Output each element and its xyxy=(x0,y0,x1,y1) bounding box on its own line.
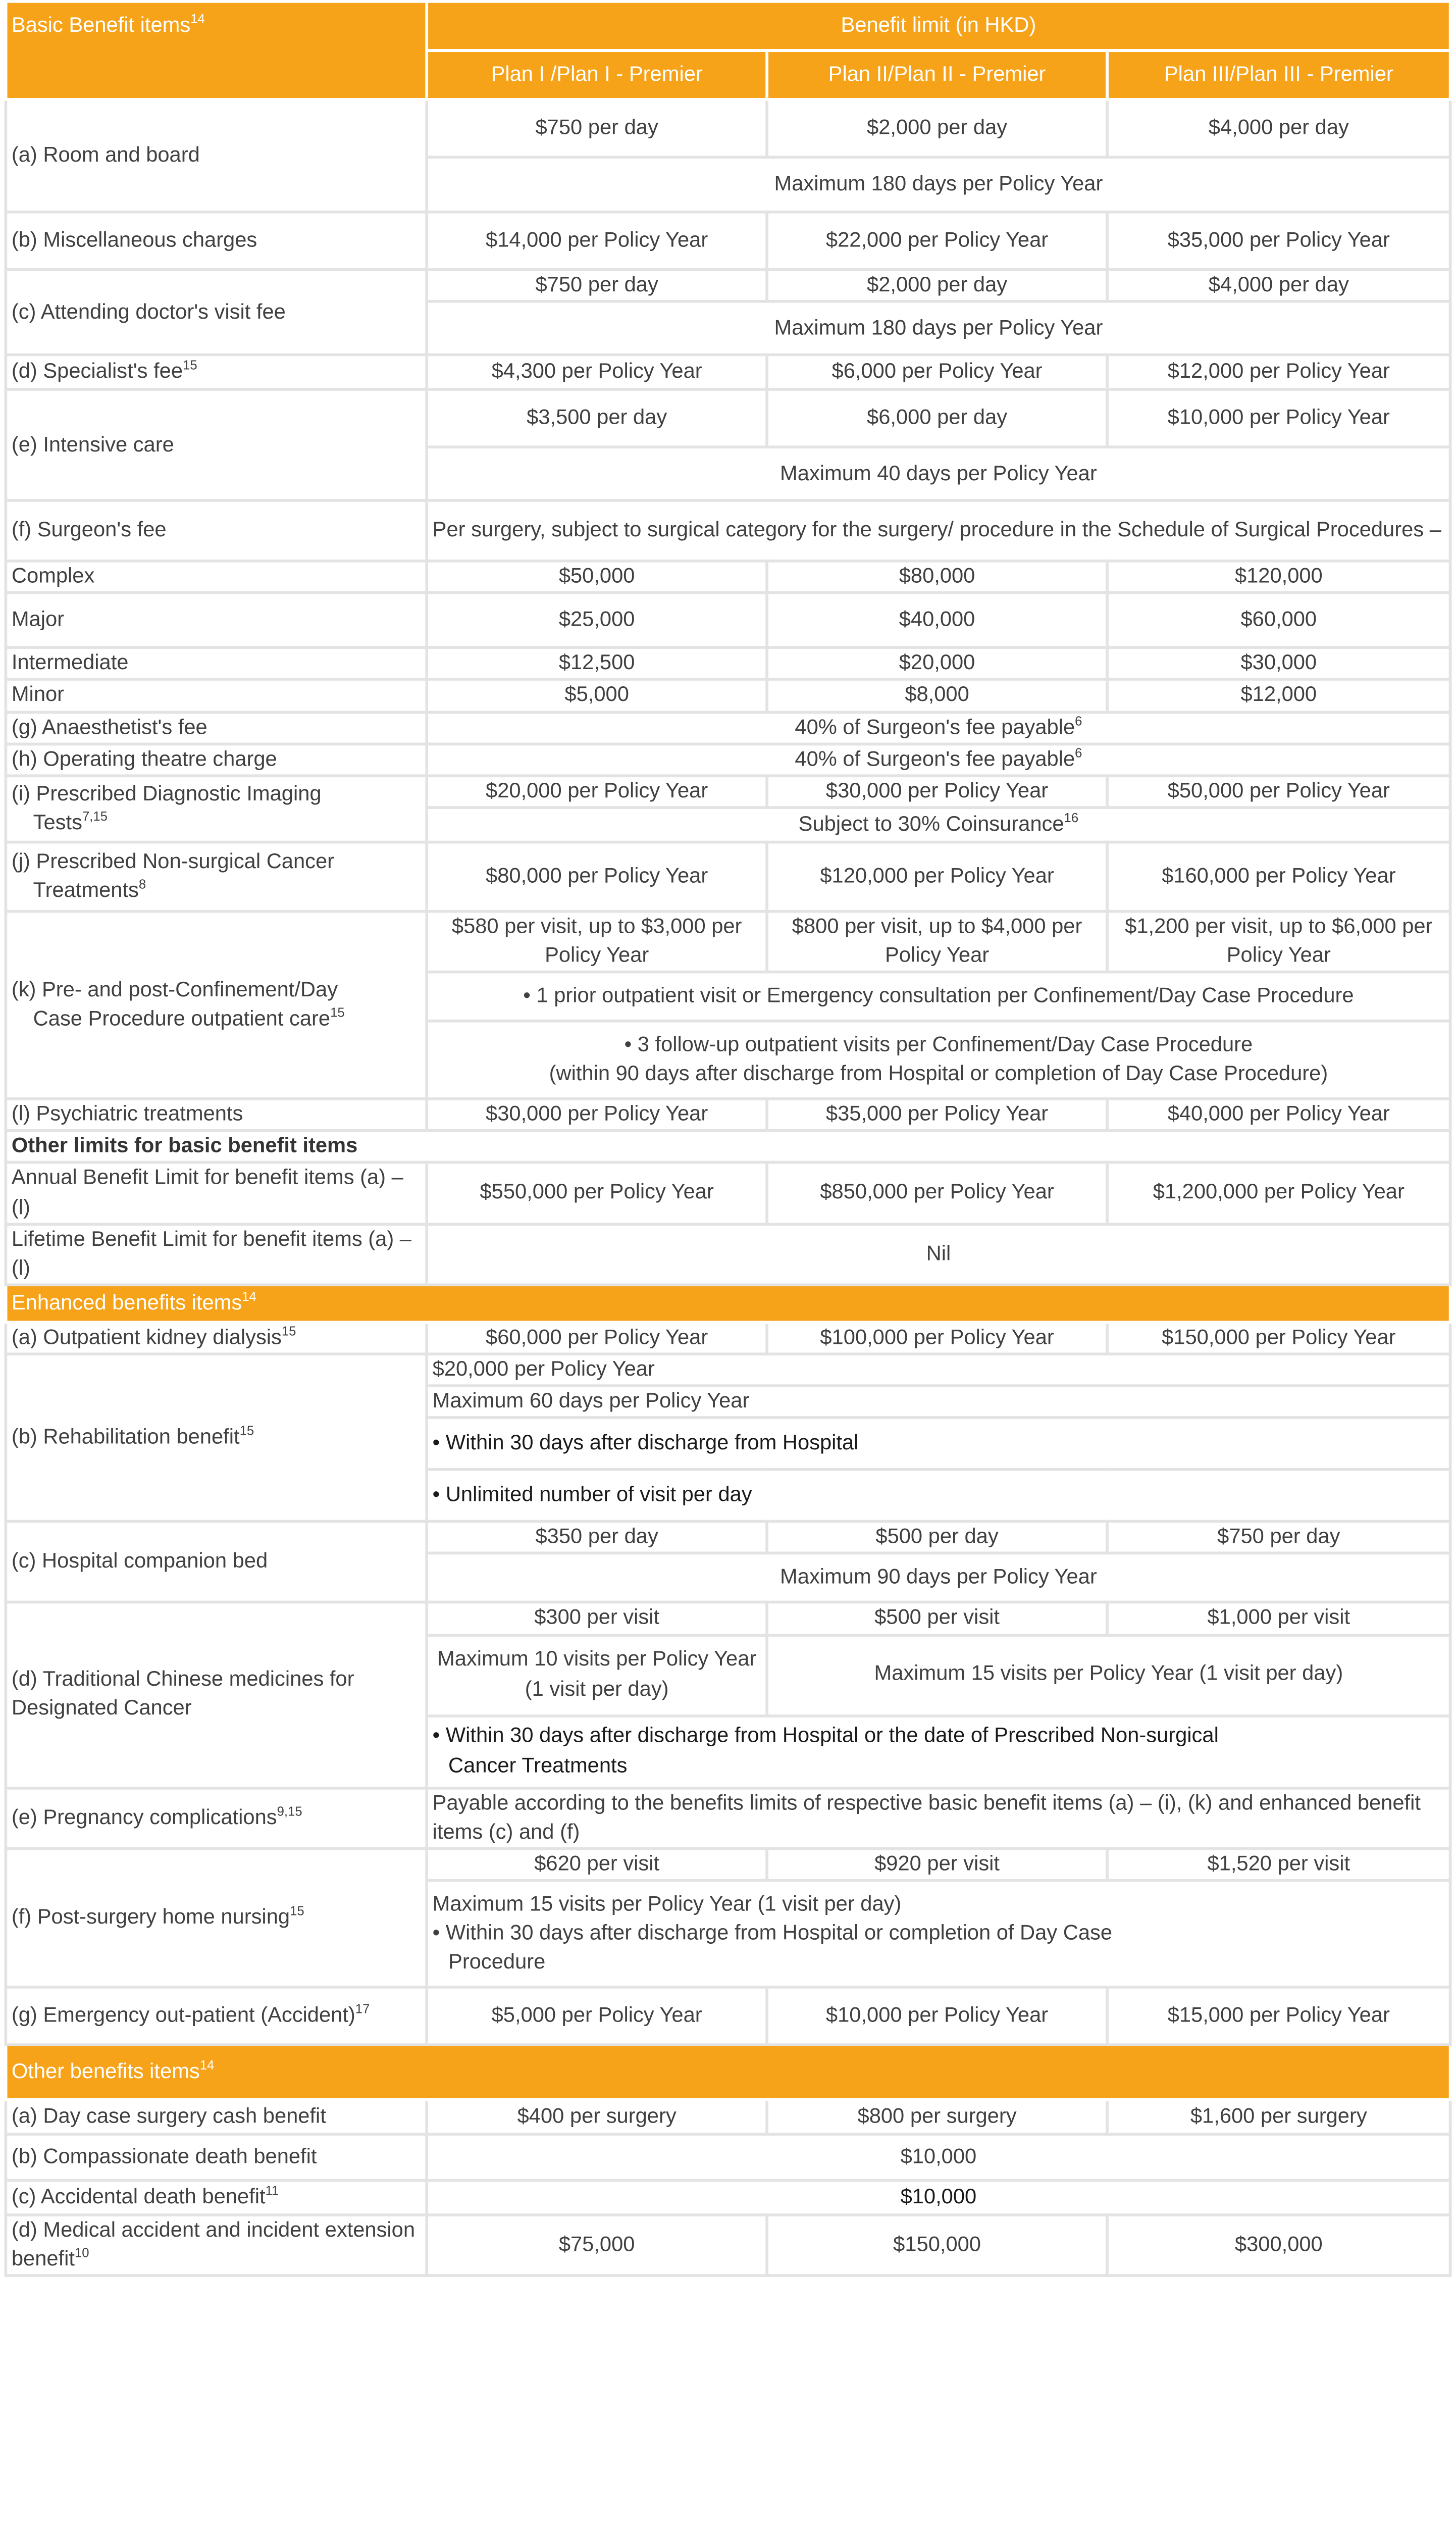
row-note: • 1 prior outpatient visit or Emergency consultation per Confinement/Day Case Procedure xyxy=(427,972,1450,1021)
plan-1-value: $4,300 per Policy Year xyxy=(427,355,767,390)
row-label: Complex xyxy=(6,561,427,593)
plan-1-value: $5,000 per Policy Year xyxy=(427,1987,767,2045)
row-label: (a) Day case surgery cash benefit xyxy=(6,2099,427,2134)
table-row xyxy=(6,1603,1450,1635)
row-label: (d) Traditional Chinese medicines for Designated Cancer xyxy=(6,1603,427,1788)
table-row xyxy=(6,1522,1450,1553)
row-note: Payable according to the benefits limits of respective basic benefit items (a) – (i), (k) and enhanced benefit items (c) and (f) xyxy=(427,1787,1450,1848)
row-label: (b) Rehabilitation benefit$^{15}$ xyxy=(6,1354,427,1522)
row-value: Nil xyxy=(427,1224,1450,1285)
plan-2-value: $850,000 per Policy Year xyxy=(767,1163,1107,1224)
row-note: • 3 follow-up outpatient visits per Confinement/Day Case Procedure (within 90 days after discharge from Hospital or completion of Day Case Procedure) xyxy=(427,1021,1450,1099)
plan-3-value: $12,000 per Policy Year xyxy=(1107,355,1450,390)
plan-2-value: $80,000 xyxy=(767,561,1107,593)
plan-3-value: $150,000 per Policy Year xyxy=(1107,1322,1450,1354)
table-row xyxy=(6,1354,1450,1386)
plan-3-value: $1,600 per surgery xyxy=(1107,2099,1450,2134)
plan-3-value: $4,000 per day xyxy=(1107,99,1450,157)
row-note: 40% of Surgeon's fee payable$^6$ xyxy=(427,712,1450,743)
plan-3-value: $120,000 xyxy=(1107,561,1450,593)
plan-1-value: $400 per surgery xyxy=(427,2099,767,2134)
plan-3-value: $4,000 per day xyxy=(1107,270,1450,301)
plan-1-value: $50,000 xyxy=(427,561,767,593)
plan-1-value: $60,000 per Policy Year xyxy=(427,1322,767,1354)
plan-2-value: $8,000 xyxy=(767,680,1107,712)
row-label: (g) Emergency out-patient (Accident)$^{17}$ xyxy=(6,1987,427,2045)
table-row xyxy=(6,1848,1450,1880)
table-row xyxy=(6,1322,1450,1354)
table-row xyxy=(6,1224,1450,1285)
table-row xyxy=(6,270,1450,301)
row-label: (d) Specialist's fee$^{15}$ xyxy=(6,355,427,390)
plan-2-value: $800 per surgery xyxy=(767,2099,1107,2134)
plan-2-value: $920 per visit xyxy=(767,1848,1107,1880)
plan-1-value: $3,500 per day xyxy=(427,389,767,447)
plan-3-value: $1,000 per visit xyxy=(1107,1603,1450,1635)
plan-3-value: $12,000 xyxy=(1107,680,1450,712)
row-note: Per surgery, subject to surgical category for the surgery/ procedure in the Schedule of Surgical Procedures – xyxy=(427,500,1450,561)
plan-3-value: $40,000 per Policy Year xyxy=(1107,1099,1450,1131)
row-label: (f) Post-surgery home nursing$^{15}$ xyxy=(6,1848,427,1987)
table-row xyxy=(6,2134,1450,2180)
table-row xyxy=(6,2099,1450,2134)
plan-2-value: $2,000 per day xyxy=(767,99,1107,157)
row-note: $20,000 per Policy Year xyxy=(427,1354,1450,1386)
table-row xyxy=(6,2180,1450,2215)
plan-2-value: $22,000 per Policy Year xyxy=(767,212,1107,270)
row-label: Intermediate xyxy=(6,648,427,680)
plan-1-value: $5,000 xyxy=(427,680,767,712)
plan-1-value: $30,000 per Policy Year xyxy=(427,1099,767,1131)
table-row xyxy=(6,2215,1450,2276)
plan-2-value: $30,000 per Policy Year xyxy=(767,776,1107,807)
plan-3-value: $1,520 per visit xyxy=(1107,1848,1450,1880)
row-note: Maximum 40 days per Policy Year xyxy=(427,447,1450,501)
table-row xyxy=(6,680,1450,712)
plan-3-value: $30,000 xyxy=(1107,648,1450,680)
row-label: (d) Medical accident and incident extension benefit$^{10}$ xyxy=(6,2215,427,2276)
table-row xyxy=(6,355,1450,390)
row-value: $10,000 xyxy=(427,2134,1450,2180)
header-row xyxy=(6,2,1450,50)
plan-3-header: Plan III/Plan III - Premier xyxy=(1107,50,1450,99)
plan-2-value: $40,000 xyxy=(767,593,1107,648)
section-heading-row xyxy=(6,1131,1450,1163)
plan-2-value: $500 per visit xyxy=(767,1603,1107,1635)
plan-1-value: $350 per day xyxy=(427,1522,767,1553)
enhanced-title: Enhanced benefits items$^{14}$ xyxy=(6,1285,1450,1322)
row-label: (h) Operating theatre charge xyxy=(6,743,427,775)
section-header-row xyxy=(6,2045,1450,2100)
table-row xyxy=(6,99,1450,157)
table-row xyxy=(6,561,1450,593)
table-row xyxy=(6,911,1450,972)
plan-3-value: $160,000 per Policy Year xyxy=(1107,842,1450,911)
table-row xyxy=(6,1787,1450,1848)
plan-1-value: Maximum 10 visits per Policy Year (1 visit per day) xyxy=(427,1635,767,1715)
plan-3-value: $35,000 per Policy Year xyxy=(1107,212,1450,270)
row-note: Maximum 60 days per Policy Year xyxy=(427,1386,1450,1418)
row-note: 40% of Surgeon's fee payable$^6$ xyxy=(427,743,1450,775)
row-label: (b) Compassionate death benefit xyxy=(6,2134,427,2180)
plan-2-header: Plan II/Plan II - Premier xyxy=(767,50,1107,99)
other-benefits-title: Other benefits items$^{14}$ xyxy=(6,2045,1450,2100)
plan-1-value: $580 per visit, up to $3,000 per Policy Year xyxy=(427,911,767,972)
row-label: (a) Room and board xyxy=(6,99,427,212)
row-label: (c) Attending doctor's visit fee xyxy=(6,270,427,355)
row-label: Major xyxy=(6,593,427,648)
row-label: (c) Accidental death benefit$^{11}$ xyxy=(6,2180,427,2215)
row-value: $10,000 xyxy=(427,2180,1450,2215)
plan-2-value: $150,000 xyxy=(767,2215,1107,2276)
plan-3-value: $750 per day xyxy=(1107,1522,1450,1553)
plan-1-value: $14,000 per Policy Year xyxy=(427,212,767,270)
row-label: (k) Pre- and post-Confinement/Day Case Procedure outpatient care$^{15}$ xyxy=(6,911,427,1099)
row-label: Annual Benefit Limit for benefit items (a) – (l) xyxy=(6,1163,427,1224)
plan-2-value: $20,000 xyxy=(767,648,1107,680)
benefit-table xyxy=(5,0,1452,2277)
plan-1-value: $550,000 per Policy Year xyxy=(427,1163,767,1224)
plan-2-value: $35,000 per Policy Year xyxy=(767,1099,1107,1131)
row-label: Minor xyxy=(6,680,427,712)
row-note: Maximum 15 visits per Policy Year (1 visit per day) • Within 30 days after discharge from Hospital or completion of Day Case Procedure xyxy=(427,1880,1450,1987)
table-row xyxy=(6,776,1450,807)
plan-1-value: $20,000 per Policy Year xyxy=(427,776,767,807)
plan-3-value: $60,000 xyxy=(1107,593,1450,648)
table-row xyxy=(6,500,1450,561)
plan-1-value: $80,000 per Policy Year xyxy=(427,842,767,911)
plan-2-value: $800 per visit, up to $4,000 per Policy Year xyxy=(767,911,1107,972)
plan-3-value: $1,200 per visit, up to $6,000 per Policy Year xyxy=(1107,911,1450,972)
row-label: Lifetime Benefit Limit for benefit items (a) – (l) xyxy=(6,1224,427,1285)
plan-3-value: $15,000 per Policy Year xyxy=(1107,1987,1450,2045)
plan-1-value: $750 per day xyxy=(427,270,767,301)
row-note: Subject to 30% Coinsurance$^{16}$ xyxy=(427,807,1450,842)
row-label: (b) Miscellaneous charges xyxy=(6,212,427,270)
plan-1-value: $750 per day xyxy=(427,99,767,157)
table-row xyxy=(6,212,1450,270)
plan-3-value: $300,000 xyxy=(1107,2215,1450,2276)
row-label: (l) Psychiatric treatments xyxy=(6,1099,427,1131)
other-limits-title: Other limits for basic benefit items xyxy=(6,1131,1450,1163)
table-row xyxy=(6,1163,1450,1224)
plan-1-value: $620 per visit xyxy=(427,1848,767,1880)
row-note: Maximum 90 days per Policy Year xyxy=(427,1553,1450,1602)
plan-2-value: $2,000 per day xyxy=(767,270,1107,301)
plan-2-value: $120,000 per Policy Year xyxy=(767,842,1107,911)
row-label: (i) Prescribed Diagnostic Imaging Tests$^{7,15}$ xyxy=(6,776,427,842)
basic-items-header: Basic Benefit items$^{14}$ xyxy=(6,2,427,99)
row-label: (f) Surgeon's fee xyxy=(6,500,427,561)
section-header-row xyxy=(6,1285,1450,1322)
table-row xyxy=(6,1099,1450,1131)
plan-3-value: $1,200,000 per Policy Year xyxy=(1107,1163,1450,1224)
row-note: Maximum 180 days per Policy Year xyxy=(427,301,1450,355)
row-note: • Within 30 days after discharge from Hospital xyxy=(427,1418,1450,1470)
plan-1-header: Plan I /Plan I - Premier xyxy=(427,50,767,99)
row-label: (c) Hospital companion bed xyxy=(6,1522,427,1602)
table-row xyxy=(6,842,1450,911)
plan-1-value: $75,000 xyxy=(427,2215,767,2276)
row-note: • Unlimited number of visit per day xyxy=(427,1470,1450,1522)
table-row xyxy=(6,593,1450,648)
row-note: • Within 30 days after discharge from Hospital or the date of Prescribed Non-surgical Cancer Treatments xyxy=(427,1715,1450,1788)
plan-1-value: $300 per visit xyxy=(427,1603,767,1635)
table-row xyxy=(6,743,1450,775)
plan-2-value: $100,000 per Policy Year xyxy=(767,1322,1107,1354)
table-row xyxy=(6,648,1450,680)
plan-2-3-value: Maximum 15 visits per Policy Year (1 visit per day) xyxy=(767,1635,1450,1715)
table-row xyxy=(6,1987,1450,2045)
row-label: (a) Outpatient kidney dialysis$^{15}$ xyxy=(6,1322,427,1354)
row-label: (j) Prescribed Non-surgical Cancer Treatments$^8$ xyxy=(6,842,427,911)
row-label: (e) Pregnancy complications$^{9,15}$ xyxy=(6,1787,427,1848)
plan-1-value: $12,500 xyxy=(427,648,767,680)
table-row xyxy=(6,389,1450,447)
row-note: Maximum 180 days per Policy Year xyxy=(427,157,1450,212)
plan-3-value: $50,000 per Policy Year xyxy=(1107,776,1450,807)
plan-2-value: $10,000 per Policy Year xyxy=(767,1987,1107,2045)
plan-2-value: $500 per day xyxy=(767,1522,1107,1553)
row-label: (e) Intensive care xyxy=(6,389,427,500)
benefit-limit-header: Benefit limit (in HKD) xyxy=(427,2,1450,50)
row-label: (g) Anaesthetist's fee xyxy=(6,712,427,743)
table-row xyxy=(6,712,1450,743)
plan-2-value: $6,000 per Policy Year xyxy=(767,355,1107,390)
plan-3-value: $10,000 per Policy Year xyxy=(1107,389,1450,447)
plan-1-value: $25,000 xyxy=(427,593,767,648)
plan-2-value: $6,000 per day xyxy=(767,389,1107,447)
